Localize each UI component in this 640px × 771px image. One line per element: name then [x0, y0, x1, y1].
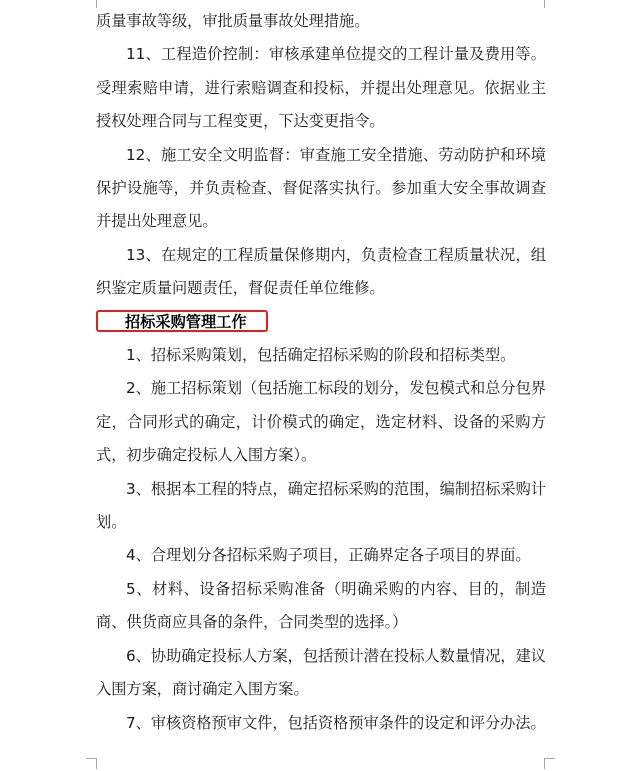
paragraph-item-2[interactable]: 2、施工招标策划（包括施工标段的划分，发包模式和总分包界定，合同形式的确定，计价模式的确定，选定材料、设备的采购方式，初步确定投标人入围方案）。 [96, 379, 546, 465]
paragraph-item-4[interactable]: 4、合理划分各招标采购子项目，正确界定各子项目的界面。 [126, 546, 531, 565]
section-heading-container [96, 306, 546, 339]
section-heading[interactable]: 招标采购管理工作 [125, 312, 247, 331]
paragraph-item-7[interactable]: 7、审核资格预审文件，包括资格预审条件的设定和评分办法。 [126, 713, 546, 732]
paragraph-continuation[interactable]: 质量事故等级，审批质量事故处理措施。 [96, 12, 370, 30]
paragraph-item-3[interactable]: 3、根据本工程的特点，确定招标采购的范围，编制招标采购计划。 [96, 479, 546, 532]
paragraph-item-6[interactable]: 6、协助确定投标人方案，包括预计潜在投标人数量情况，建议入围方案，商讨确定入围方案。 [96, 646, 546, 699]
page-corner-mark-bottom-right [544, 758, 555, 769]
paragraph-item-1[interactable]: 1、招标采购策划，包括确定招标采购的阶段和招标类型。 [126, 346, 516, 365]
paragraph-item-11[interactable]: 11、工程造价控制：审核承建单位提交的工程计量及费用等。受理索赔申请，进行索赔调查和投标，并提出处理意见。依据业主授权处理合同与工程变更，下达变更指令。 [96, 45, 546, 131]
document-body[interactable] [96, 5, 546, 740]
page-corner-mark-bottom-left [86, 758, 97, 769]
paragraph-item-5[interactable]: 5、材料、设备招标采购准备（明确采购的内容、目的，制造商、供货商应具备的条件，合同类型的选择。） [96, 579, 546, 632]
paragraph-item-13[interactable]: 13、在规定的工程质量保修期内，负责检查工程质量状况，组织鉴定质量问题责任，督促责任单位维修。 [96, 245, 546, 298]
paragraph-item-12[interactable]: 12、施工安全文明监督：审查施工安全措施、劳动防护和环境保护设施等，并负责检查、督促落实执行。参加重大安全事故调查并提出处理意见。 [96, 145, 546, 231]
